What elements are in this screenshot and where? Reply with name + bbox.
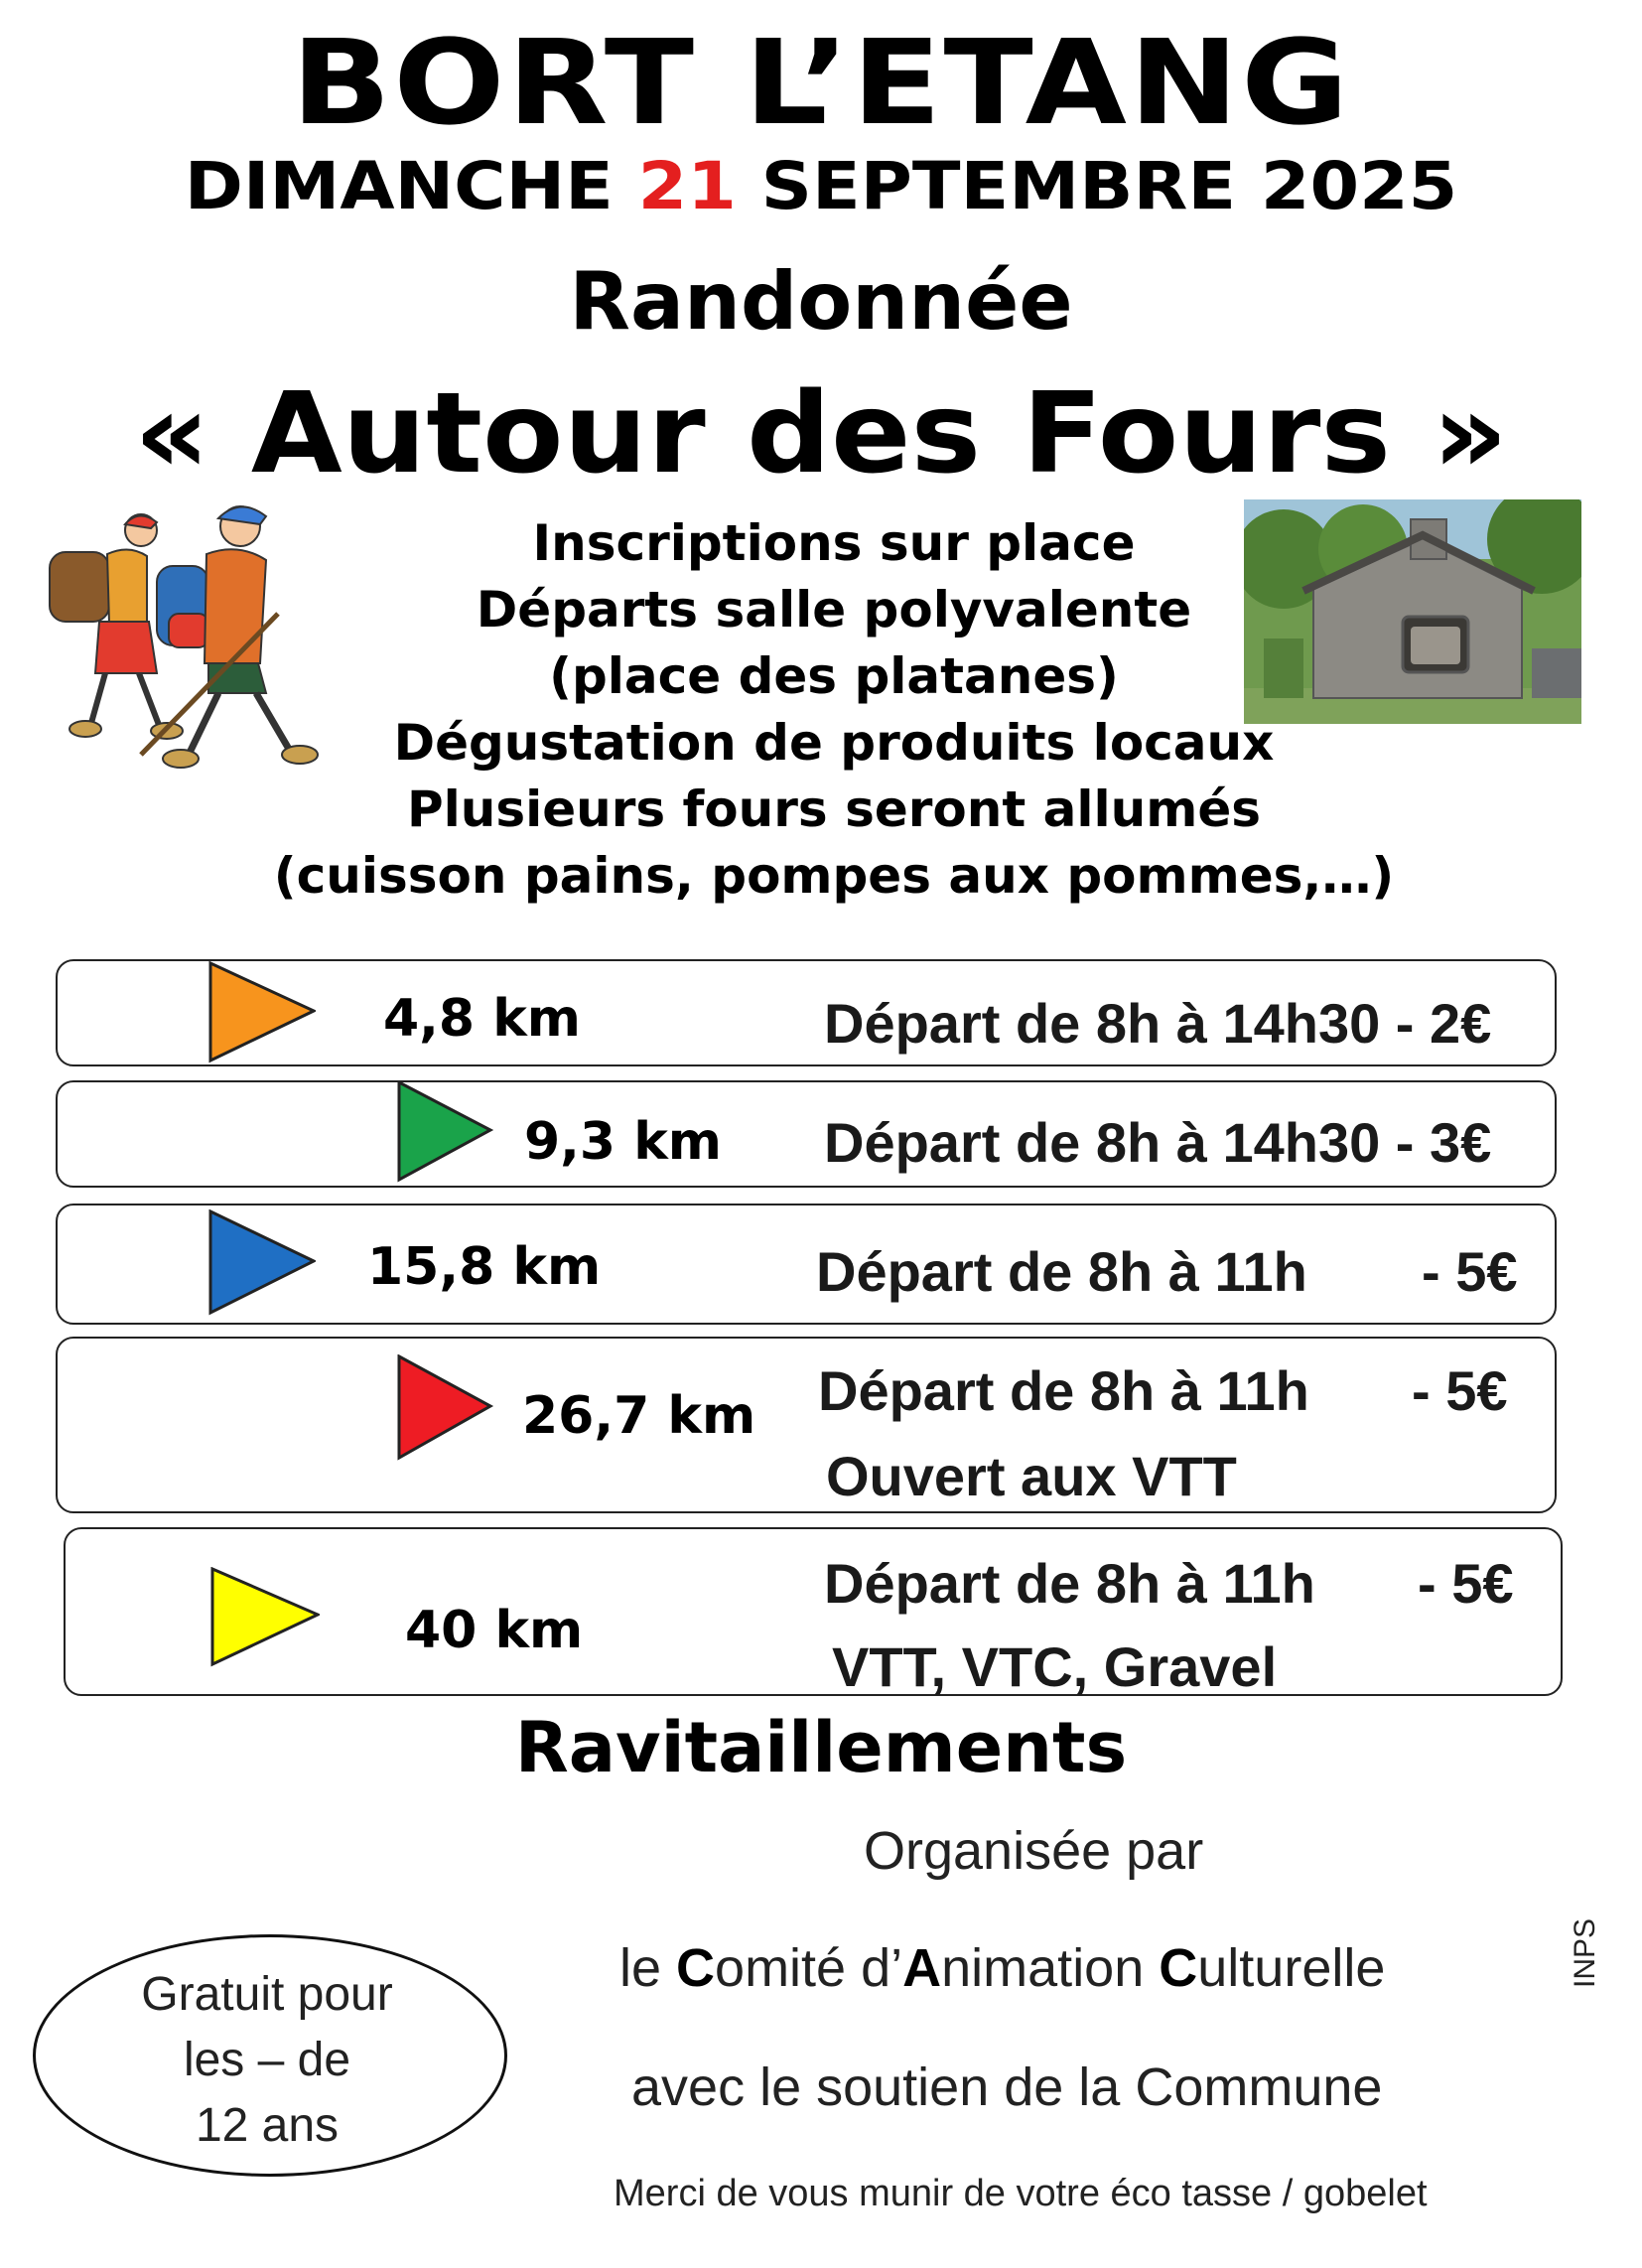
event-title: BORT L’ETANG — [291, 14, 1351, 151]
date-suffix: SEPTEMBRE 2025 — [736, 148, 1458, 224]
route-distance: 9,3 km — [524, 1112, 722, 1172]
date-prefix: DIMANCHE — [184, 148, 638, 224]
committee-name — [619, 1936, 1385, 2000]
flag-red-icon — [395, 1354, 494, 1462]
route-note: VTT, VTC, Gravel — [832, 1635, 1278, 1698]
flag-blue-icon — [206, 1209, 316, 1317]
committee-initial: A — [902, 1938, 942, 1998]
route-distance: 4,8 km — [383, 989, 581, 1049]
route-note: Ouvert aux VTT — [826, 1445, 1237, 1507]
event-subtitle: Randonnée — [569, 255, 1073, 348]
info-line-registration: Inscriptions sur place — [532, 514, 1136, 572]
free-entry-line: Gratuit pour — [141, 1968, 393, 2021]
free-entry-line: 12 ans — [195, 2099, 340, 2152]
route-row — [56, 1337, 1557, 1513]
route-distance: 40 km — [405, 1601, 584, 1660]
route-departure: Départ de 8h à 11h — [816, 1240, 1307, 1303]
free-entry-line: les – de — [183, 2034, 351, 2086]
flag-green-icon — [395, 1080, 494, 1184]
organised-by: Organisée par — [864, 1821, 1204, 1881]
event-name: « Autour des Fours » — [133, 369, 1509, 498]
info-line-place: (place des platanes) — [549, 647, 1119, 705]
info-line-ovens: Plusieurs fours seront allumés — [406, 780, 1262, 838]
free-entry-text — [33, 1962, 501, 2159]
support-line: avec le soutien de la Commune — [631, 2057, 1383, 2117]
ravitaillements-heading: Ravitaillements — [514, 1707, 1128, 1788]
event-date — [0, 147, 1642, 226]
committee-part: nimation — [941, 1938, 1160, 1998]
flag-yellow-icon — [208, 1567, 320, 1670]
info-line-tasting: Dégustation de produits locaux — [393, 714, 1275, 772]
committee-part: ulturelle — [1197, 1938, 1386, 1998]
route-departure: Départ de 8h à 14h30 - 3€ — [824, 1111, 1492, 1174]
route-departure: Départ de 8h à 14h30 - 2€ — [824, 992, 1492, 1055]
event-info — [228, 510, 1439, 910]
committee-part: omité d’ — [715, 1938, 903, 1998]
route-price: - 5€ — [1418, 1552, 1514, 1615]
printer-mark: INPS — [1569, 1917, 1601, 1988]
route-distance: 15,8 km — [367, 1237, 602, 1297]
committee-initial: C — [676, 1938, 716, 1998]
committee-initial: C — [1159, 1938, 1198, 1998]
flag-orange-icon — [206, 961, 316, 1064]
route-departure: Départ de 8h à 11h — [818, 1359, 1309, 1422]
info-line-departures: Départs salle polyvalente — [476, 581, 1192, 638]
route-departure: Départ de 8h à 11h — [824, 1552, 1315, 1615]
committee-part: le — [619, 1938, 677, 1998]
route-distance: 26,7 km — [522, 1386, 756, 1446]
cup-reminder: Merci de vous munir de votre éco tasse / gobelet — [614, 2173, 1428, 2214]
info-line-baking: (cuisson pains, pompes aux pommes,…) — [273, 847, 1395, 905]
route-price: - 5€ — [1422, 1240, 1518, 1303]
date-day: 21 — [637, 148, 737, 224]
route-price: - 5€ — [1412, 1359, 1508, 1422]
